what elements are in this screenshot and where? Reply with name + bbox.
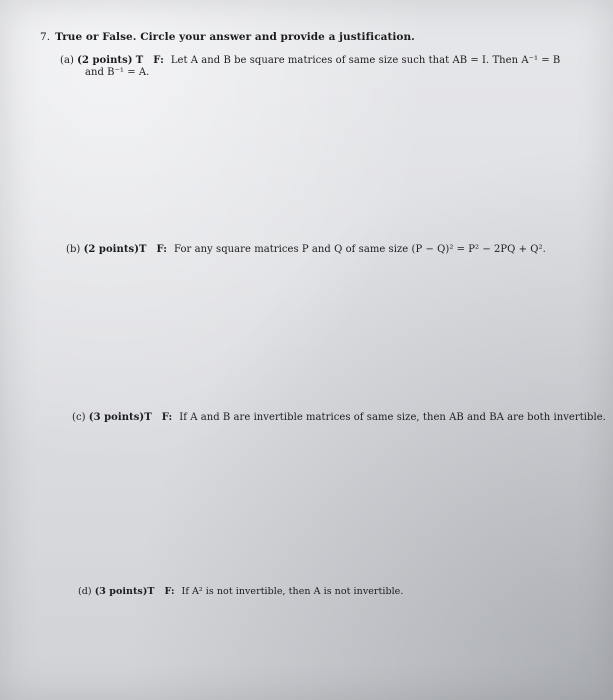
- question-a-false-option[interactable]: F:: [153, 55, 164, 66]
- question-a-continuation: [85, 67, 149, 78]
- question-c-true-option[interactable]: T: [144, 412, 152, 423]
- question-a-statement: Let A and B be square matrices of same size such that AB = I. Then A⁻¹ = B: [170, 55, 561, 66]
- question-a-true-option[interactable]: T: [135, 55, 144, 66]
- question-b-label: (b): [66, 244, 81, 255]
- question-d-label: (d): [78, 586, 92, 597]
- question-a-points: (2 points): [77, 55, 133, 66]
- question-a-statement-continued: and B⁻¹ = A.: [85, 67, 150, 78]
- question-c: [72, 412, 606, 423]
- problem-title: True or False. Circle your answer and provide a justification.: [55, 31, 415, 43]
- question-c-statement: If A and B are invertible matrices of same size, then AB and BA are both invertible.: [179, 412, 606, 423]
- question-b-points: (2 points): [83, 244, 139, 255]
- question-c-false-option[interactable]: F:: [161, 412, 173, 423]
- question-d: [78, 586, 403, 597]
- question-a-label: (a): [60, 55, 74, 66]
- problem-heading: [40, 31, 415, 43]
- question-d-false-option[interactable]: F:: [164, 586, 175, 597]
- question-a: [60, 55, 560, 66]
- question-d-true-option[interactable]: T: [147, 586, 155, 597]
- question-b-false-option[interactable]: F:: [156, 244, 168, 255]
- question-b-true-option[interactable]: T: [138, 244, 147, 255]
- question-b-statement: For any square matrices P and Q of same size (P − Q)² = P² − 2PQ + Q².: [174, 244, 546, 255]
- problem-number: 7.: [40, 31, 51, 43]
- question-b: [66, 244, 546, 255]
- question-c-label: (c): [72, 412, 86, 423]
- question-d-statement: If A² is not invertible, then A is not invertible.: [181, 586, 404, 597]
- question-d-points: (3 points): [94, 586, 148, 597]
- question-c-points: (3 points): [88, 412, 145, 423]
